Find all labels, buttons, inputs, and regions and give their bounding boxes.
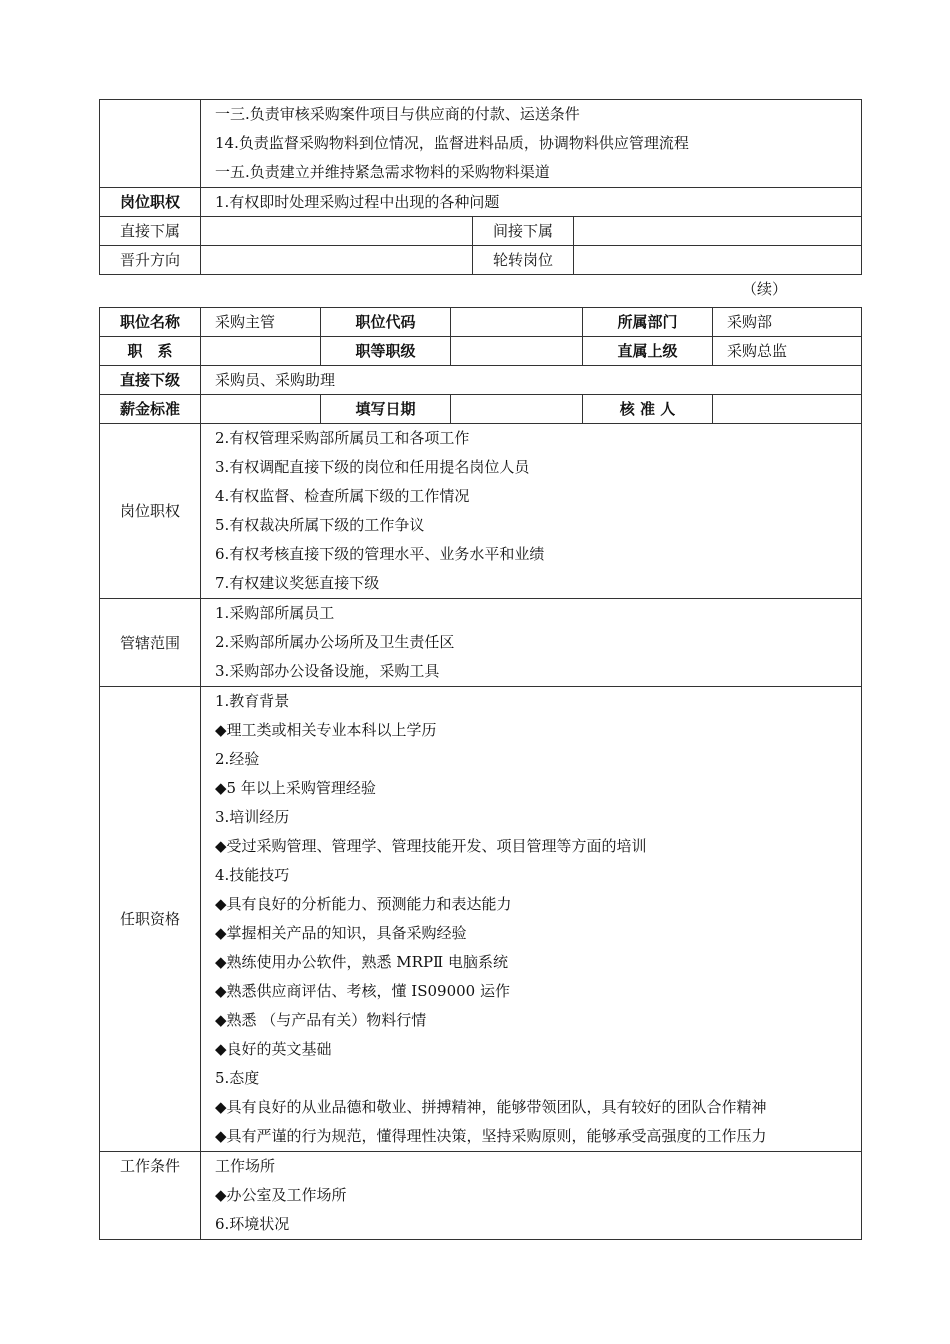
duty-line: 一三.负责审核采购案件项目与供应商的付款、运送条件 [215, 105, 580, 123]
fill-date-label: 填写日期 [321, 395, 451, 424]
empty-label-cell [100, 100, 201, 188]
list-line: 1.采购部所属员工 [215, 604, 335, 622]
header-row-4 [100, 395, 862, 424]
promotion-row [100, 246, 862, 275]
qualification-section-label: 任职资格 [100, 687, 201, 1152]
scope-section [100, 599, 862, 687]
superior-value: 采购总监 [713, 337, 862, 366]
list-line: 2.采购部所属办公场所及卫生责任区 [215, 633, 455, 651]
position-name-label: 职位名称 [100, 308, 201, 337]
series-label: 职 系 [100, 337, 201, 366]
list-line: ◆5 年以上采购管理经验 [215, 779, 376, 797]
list-line: ◆熟悉 （与产品有关）物料行情 [215, 1011, 427, 1029]
duty-continued-cell [201, 100, 862, 188]
list-line: 5.有权裁决所属下级的工作争议 [215, 516, 425, 534]
header-row-1 [100, 308, 862, 337]
direct-sub-label: 直接下属 [100, 217, 201, 246]
promotion-label: 晋升方向 [100, 246, 201, 275]
duty-line: 一五.负责建立并维持紧急需求物料的采购物料渠道 [215, 163, 550, 181]
list-line: ◆熟练使用办公软件，熟悉 MRPⅡ 电脑系统 [215, 953, 509, 971]
list-line: 工作场所 [215, 1157, 276, 1175]
authority-list [201, 424, 862, 599]
list-line: 6.有权考核直接下级的管理水平、业务水平和业绩 [215, 545, 545, 563]
duty-line: 14.负责监督采购物料到位情况，监督进料品质，协调物料供应管理流程 [215, 134, 689, 152]
list-line: ◆掌握相关产品的知识，具备采购经验 [215, 924, 467, 942]
rotation-label: 轮转岗位 [473, 246, 574, 275]
rotation-value [574, 246, 862, 275]
authority-row [100, 188, 862, 217]
department-value: 采购部 [713, 308, 862, 337]
subordinate-value: 采购员、采购助理 [201, 366, 862, 395]
approver-value [713, 395, 862, 424]
header-row-2 [100, 337, 862, 366]
list-line: ◆受过采购管理、管理学、管理技能开发、项目管理等方面的培训 [215, 837, 647, 855]
position-name-value: 采购主管 [201, 308, 321, 337]
conditions-list [201, 1152, 862, 1240]
conditions-section [100, 1152, 862, 1240]
authority-section-label: 岗位职权 [100, 424, 201, 599]
subordinate-label: 直接下级 [100, 366, 201, 395]
list-line: ◆具有良好的分析能力、预测能力和表达能力 [215, 895, 512, 913]
promotion-value [201, 246, 473, 275]
list-line: ◆具有严谨的行为规范，懂得理性决策，坚持采购原则，能够承受高强度的工作压力 [215, 1127, 767, 1145]
list-line: 5.态度 [215, 1069, 260, 1087]
qualification-section [100, 687, 862, 1152]
qualification-list [201, 687, 862, 1152]
direct-sub-value [201, 217, 473, 246]
continued-note: （续） [741, 280, 787, 298]
conditions-section-label: 工作条件 [100, 1152, 201, 1240]
list-line: 7.有权建议奖惩直接下级 [215, 574, 380, 592]
approver-label: 核 准 人 [583, 395, 713, 424]
series-value [201, 337, 321, 366]
grade-value [451, 337, 583, 366]
list-line: ◆良好的英文基础 [215, 1040, 332, 1058]
list-line: 3.采购部办公设备设施，采购工具 [215, 662, 440, 680]
position-code-value [451, 308, 583, 337]
indirect-sub-value [574, 217, 862, 246]
salary-value [201, 395, 321, 424]
superior-label: 直属上级 [583, 337, 713, 366]
header-row-3 [100, 366, 862, 395]
list-line: 4.技能技巧 [215, 866, 290, 884]
list-line: 3.有权调配直接下级的岗位和任用提名岗位人员 [215, 458, 530, 476]
duty-continued-row [100, 100, 862, 188]
list-line: 3.培训经历 [215, 808, 290, 826]
salary-label: 薪金标准 [100, 395, 201, 424]
top-continuation-table [99, 99, 862, 275]
fill-date-value [451, 395, 583, 424]
authority-label: 岗位职权 [100, 188, 201, 217]
list-line: 4.有权监督、检查所属下级的工作情况 [215, 487, 470, 505]
authority-section [100, 424, 862, 599]
scope-list [201, 599, 862, 687]
list-line: ◆理工类或相关专业本科以上学历 [215, 721, 437, 739]
list-line: 2.经验 [215, 750, 260, 768]
grade-label: 职等职级 [321, 337, 451, 366]
subordinate-row [100, 217, 862, 246]
list-line: 2.有权管理采购部所属员工和各项工作 [215, 429, 470, 447]
indirect-sub-label: 间接下属 [473, 217, 574, 246]
scope-section-label: 管辖范围 [100, 599, 201, 687]
list-line: ◆具有良好的从业品德和敬业、拼搏精神，能够带领团队，具有较好的团队合作精神 [215, 1098, 767, 1116]
list-line: ◆办公室及工作场所 [215, 1186, 347, 1204]
list-line: ◆熟悉供应商评估、考核，懂 IS09000 运作 [215, 982, 510, 1000]
position-code-label: 职位代码 [321, 308, 451, 337]
job-description-table [99, 307, 862, 1240]
list-line: 6.环境状况 [215, 1215, 290, 1233]
department-label: 所属部门 [583, 308, 713, 337]
authority-item: 1.有权即时处理采购过程中出现的各种问题 [201, 188, 862, 217]
list-line: 1.教育背景 [215, 692, 290, 710]
